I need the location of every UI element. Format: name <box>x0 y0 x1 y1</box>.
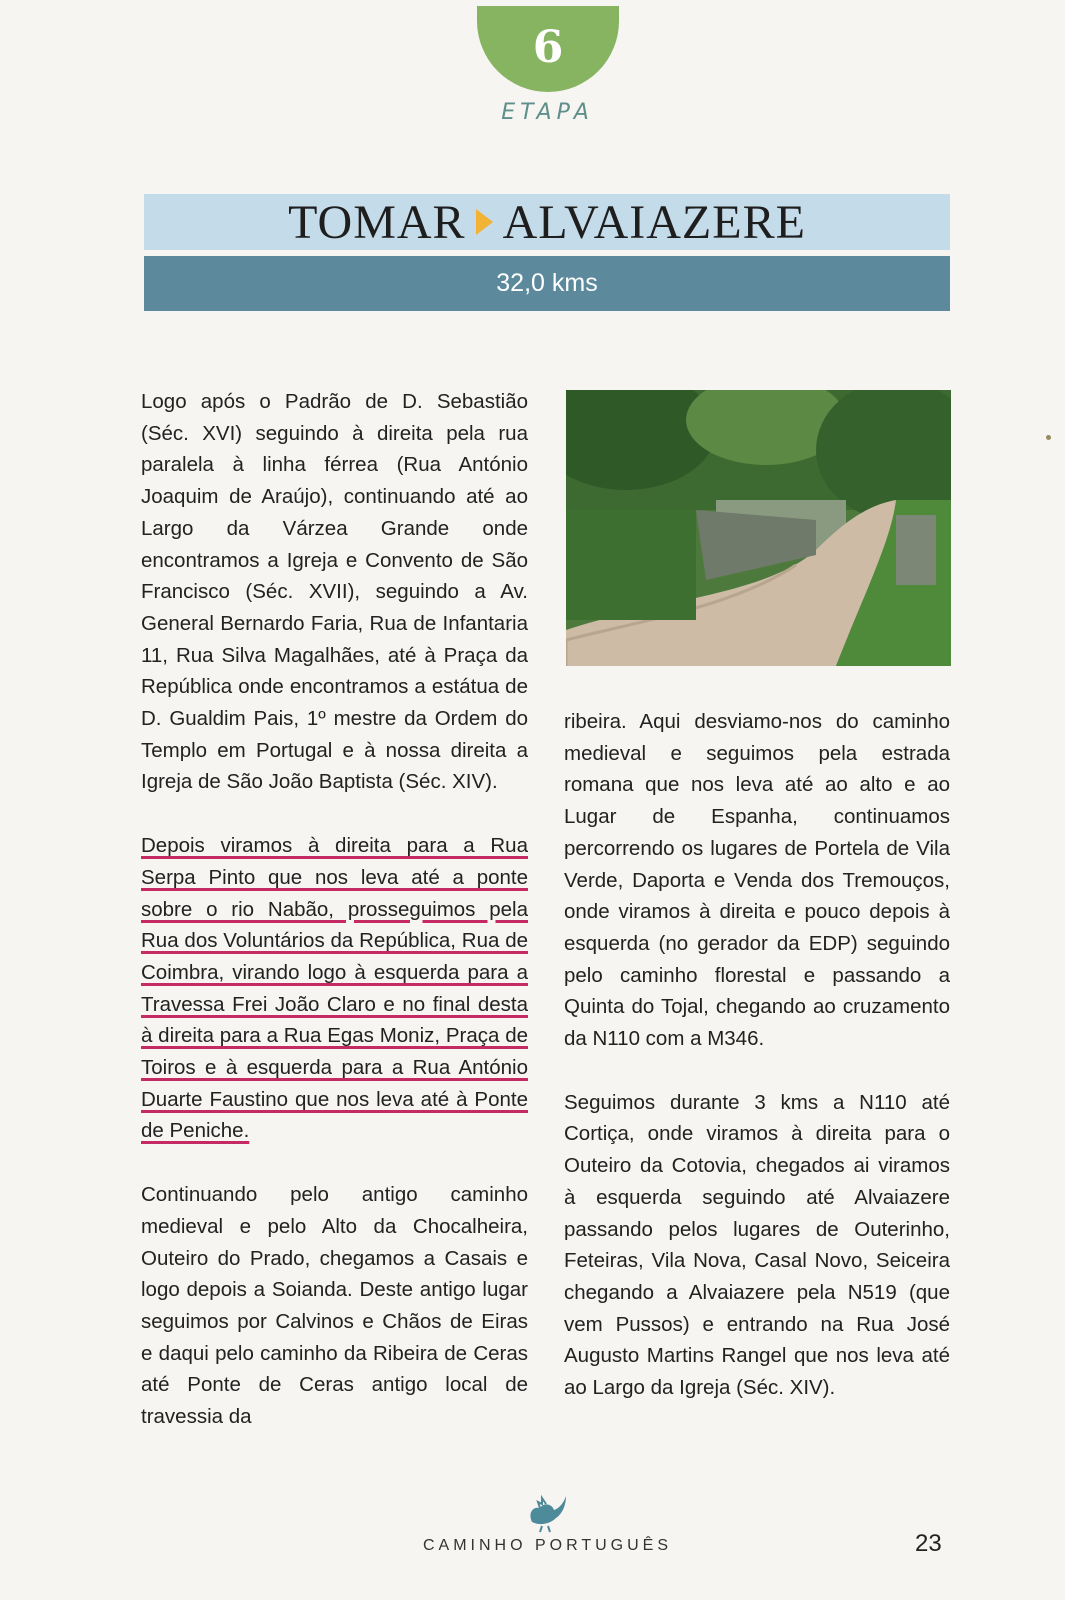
route-to: ALVAIAZERE <box>502 195 806 249</box>
rooster-icon <box>520 1492 570 1534</box>
stage-number: 6 <box>532 22 564 73</box>
left-column <box>141 386 528 1465</box>
route-title-bar <box>144 194 950 250</box>
stage-label: ETAPA <box>501 100 594 125</box>
right-paragraph-2: Seguimos durante 3 kms a N110 até Cortiça, onde viramos à direita para o Outeiro da Cotovia, chegados ai viramos à esquerda seguindo até Alvaiazere passando pelos lugares de Outerinho, Feteiras, Vila Nova, Casal Novo, Seiceira chegando a Alvaiazere pela N519 (que vem Pussos) e entrando na Rua José Augusto Martins Rangel que nos leva até ao Largo da Igreja (Séc. XIV). <box>564 1090 950 1400</box>
route-from: TOMAR <box>288 195 466 249</box>
left-paragraph-2-highlighted: Depois viramos à direita para a Rua Serpa Pinto que nos leva até a ponte sobre o rio Nabão, prosseguimos pela Rua dos Voluntários da República, Rua de Coimbra, virando logo à esquerda para a Travessa Frei João Claro e no final desta à direita para a Rua Egas Moniz, Praça de Toiros e à esquerda para a Rua António Duarte Faustino que nos leva até à Ponte de Peniche. <box>141 834 528 1143</box>
left-paragraph-1: Logo após o Padrão de D. Sebastião (Séc. XVI) seguindo à direita pela rua paralela à linha férrea (Rua António Joaquim de Araújo), continuando até ao Largo da Várzea Grande onde encontramos a Igreja e Convento de São Francisco (Séc. XVII), seguindo a Av. General Bernardo Faria, Rua de Infantaria 11, Rua Silva Magalhães, até à Praça da República onde encontramos a estátua de D. Gualdim Pais, 1º mestre da Ordem do Templo em Portugal e à nossa direita a Igreja de São João Baptista (Séc. XIV). <box>141 390 528 794</box>
route-distance: 32,0 kms <box>496 269 598 297</box>
right-paragraph-1: ribeira. Aqui desviamo-nos do caminho medieval e seguimos pela estrada romana que nos leva até ao alto e ao Lugar de Espanha, continuamos percorrendo os lugares de Portela de Vila Verde, Daporta e Venda dos Tremouços, onde viramos à direita e pouco depois à esquerda (no gerador da EDP) seguindo pelo caminho florestal e passando a Quinta do Tojal, chegando ao cruzamento da N110 com a M346. <box>564 710 950 1051</box>
page-number: 23 <box>915 1530 942 1557</box>
arrow-right-icon <box>476 209 493 235</box>
right-column <box>564 706 950 1436</box>
distance-bar <box>144 256 950 311</box>
scan-speck <box>1046 435 1051 440</box>
left-paragraph-3: Continuando pelo antigo caminho medieval e pelo Alto da Chocalheira, Outeiro do Prado, chegamos a Casais e logo depois a Soianda. Deste antigo lugar seguimos por Calvinos e Chãos de Eiras e daqui pelo caminho da Ribeira de Ceras até Ponte de Ceras antigo local de travessia da <box>141 1183 528 1429</box>
stage-badge <box>477 6 619 92</box>
country-road-photo <box>566 390 951 666</box>
footer-label: CAMINHO PORTUGUÊS <box>422 1537 673 1554</box>
